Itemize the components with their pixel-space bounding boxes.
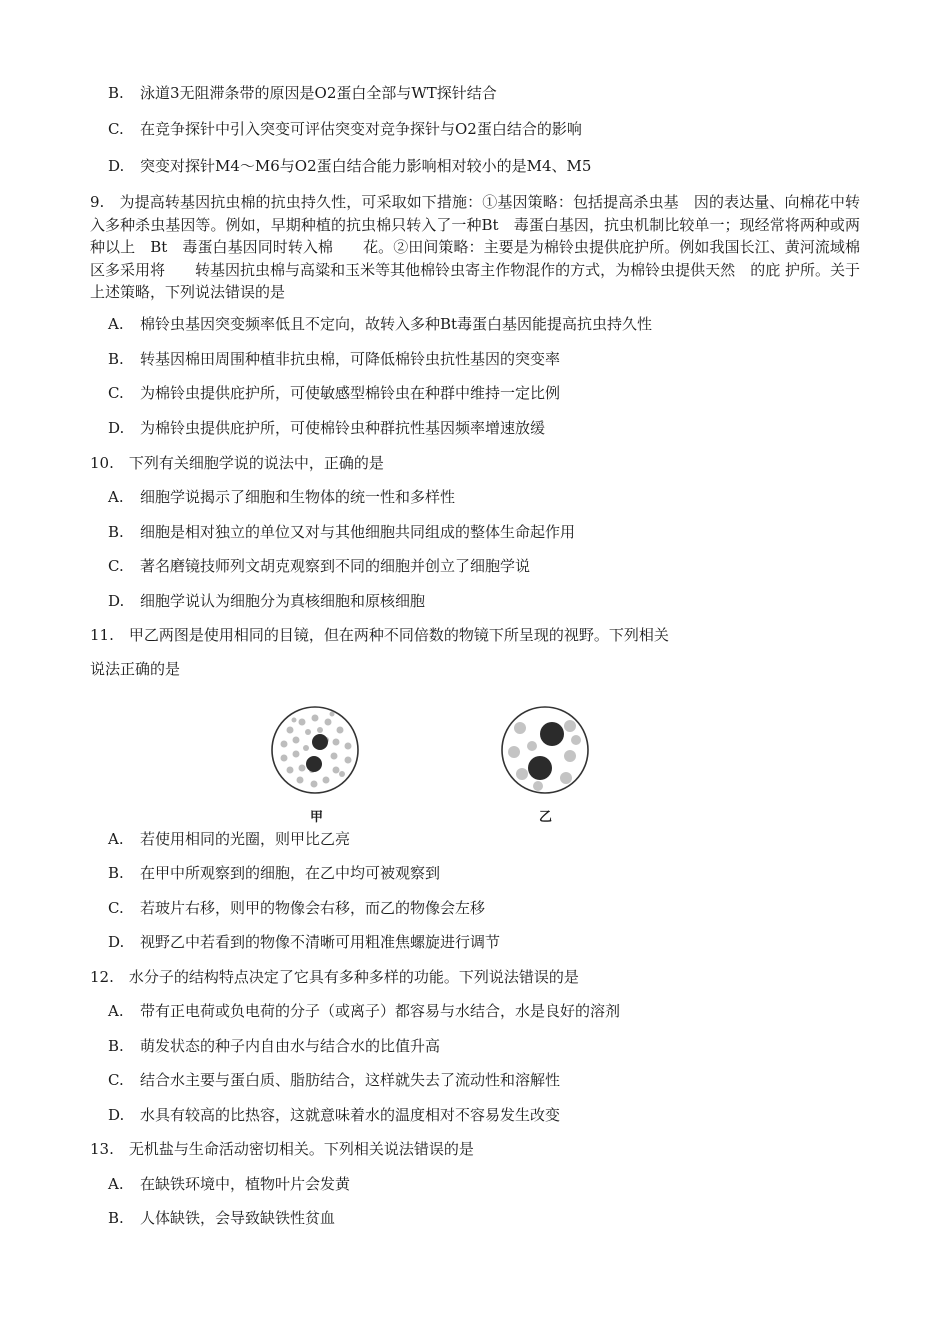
q11-option-b: B. 在甲中所观察到的细胞，在乙中均可被观察到 xyxy=(108,864,441,882)
q12-stem: 12. 水分子的结构特点决定了它具有多种多样的功能。下列说法错误的是 xyxy=(90,968,579,986)
q9-option-a: A. 棉铃虫基因突变频率低且不定向，故转入多种Bt毒蛋白基因能提高抗虫持久性 xyxy=(108,315,653,333)
q10-option-c: C. 著名磨镜技师列文胡克观察到不同的细胞并创立了细胞学说 xyxy=(108,557,531,575)
q10-stem: 10. 下列有关细胞学说的说法中，正确的是 xyxy=(90,454,384,472)
field-jia xyxy=(272,707,358,793)
q10-option-b: B. 细胞是相对独立的单位又对与其他细胞共同组成的整体生命起作用 xyxy=(108,523,576,541)
q9-option-b: B. 转基因棉田周围种植非抗虫棉，可降低棉铃虫抗性基因的突变率 xyxy=(108,350,561,368)
q11-stem-line1: 11. 甲乙两图是使用相同的目镜，但在两种不同倍数的物镜下所呈现的视野。下列相关 xyxy=(90,626,669,644)
q13-stem: 13. 无机盐与生命活动密切相关。下列相关说法错误的是 xyxy=(90,1140,474,1158)
q13-option-a: A. 在缺铁环境中，植物叶片会发黄 xyxy=(108,1175,351,1193)
q10-option-a: A. 细胞学说揭示了细胞和生物体的统一性和多样性 xyxy=(108,488,456,506)
q11-stem-line2: 说法正确的是 xyxy=(90,660,181,678)
q12-option-c: C. 结合水主要与蛋白质、脂肪结合，这样就失去了流动性和溶解性 xyxy=(108,1071,561,1089)
q10-option-d: D. 细胞学说认为细胞分为真核细胞和原核细胞 xyxy=(108,592,426,610)
microscope-fields-figure xyxy=(270,700,600,830)
q9-stem: 9. 为提高转基因抗虫棉的抗虫持久性，可采取如下措施：①基因策略：包括提高杀虫基 因的表达量、向棉花中转入多种杀虫基因等。例如，早期种植的抗虫棉只转入了一种Bt 毒蛋白基因，抗虫机制比较单一；现经常将两种或两种以上 Bt 毒蛋白基因同时转入棉 花。②田间策略：主要是为棉铃虫提供庇护所。例如我国长江、黄河流域棉区多采用将 转基因抗虫棉与高粱和玉米等其他棉铃虫寄主作物混作的方式，为棉铃虫提供天然 的庇 护所。关于上述策略，下列说法错误的是 xyxy=(90,193,860,301)
field-yi xyxy=(502,707,588,793)
q11-option-d: D. 视野乙中若看到的物像不清晰可用粗准焦螺旋进行调节 xyxy=(108,933,501,951)
q9-option-d: D. 为棉铃虫提供庇护所，可使棉铃虫种群抗性基因频率增速放缓 xyxy=(108,419,546,437)
q12-option-b: B. 萌发状态的种子内自由水与结合水的比值升高 xyxy=(108,1037,441,1055)
q9-option-c: C. 为棉铃虫提供庇护所，可使敏感型棉铃虫在种群中维持一定比例 xyxy=(108,384,561,402)
figure-label-yi: 乙 xyxy=(539,810,553,825)
figure-label-jia: 甲 xyxy=(310,810,324,825)
q12-option-a: A. 带有正电荷或负电荷的分子（或离子）都容易与水结合，水是良好的溶剂 xyxy=(108,1002,621,1020)
q11-option-a: A. 若使用相同的光圈，则甲比乙亮 xyxy=(108,830,351,848)
q8-option-b: B. 泳道3无阻滞条带的原因是O2蛋白全部与WT探针结合 xyxy=(108,84,497,102)
q12-option-d: D. 水具有较高的比热容，这就意味着水的温度相对不容易发生改变 xyxy=(108,1106,561,1124)
q8-option-c: C. 在竞争探针中引入突变可评估突变对竞争探针与O2蛋白结合的影响 xyxy=(108,120,582,138)
q11-option-c: C. 若玻片右移，则甲的物像会右移，而乙的物像会左移 xyxy=(108,899,486,917)
q13-option-b: B. 人体缺铁，会导致缺铁性贫血 xyxy=(108,1209,336,1227)
q8-option-d: D. 突变对探针M4～M6与O2蛋白结合能力影响相对较小的是M4、M5 xyxy=(108,157,592,175)
